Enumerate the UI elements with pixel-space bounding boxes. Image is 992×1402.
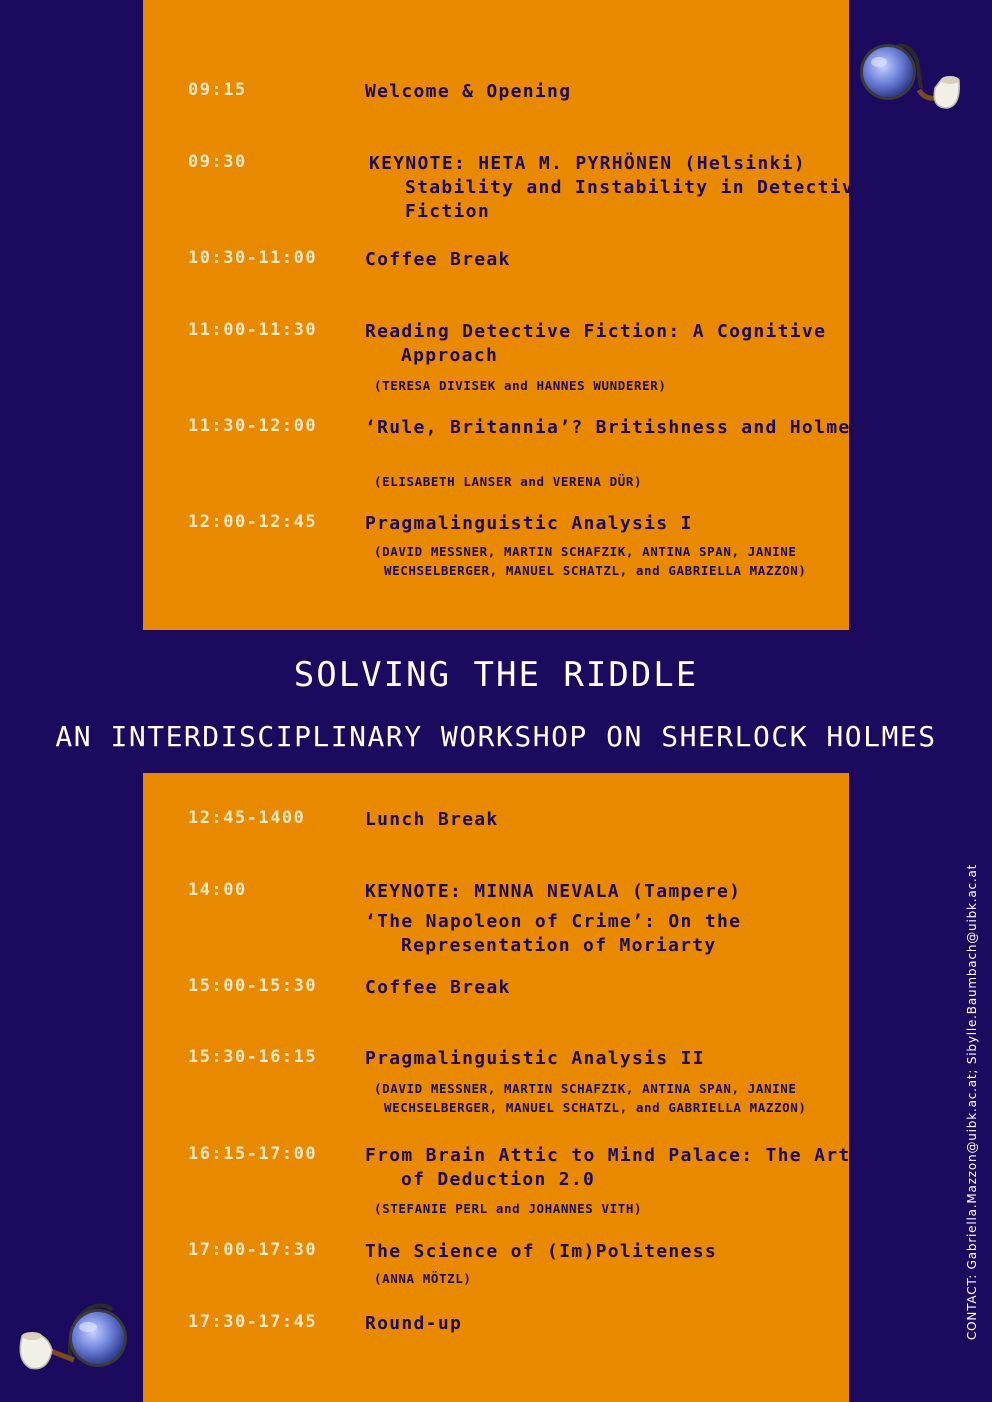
magnifying-glass-icon (855, 38, 967, 112)
schedule-time: 09:15 (188, 80, 247, 100)
schedule-title: Lunch Break (365, 809, 499, 830)
schedule-title: The Science of (Im)Politeness (365, 1241, 717, 1262)
schedule-speakers: (ANNA MÖTZL) (374, 1271, 472, 1286)
schedule-time: 17:30-17:45 (188, 1312, 318, 1332)
schedule-speakers: (ELISABETH LANSER and VERENA DÜR) (374, 474, 643, 489)
page-subtitle: AN INTERDISCIPLINARY WORKSHOP ON SHERLOCK HOLMES (55, 720, 937, 753)
schedule-time: 14:00 (188, 880, 247, 900)
schedule-speakers: (DAVID MESSNER, MARTIN SCHAFZIK, ANTINA SPAN, JANINE WECHSELBERGER, MANUEL SCHATZL, and GABRIELLA MAZZON) (374, 544, 807, 578)
schedule-title: Welcome & Opening (365, 81, 572, 102)
schedule-time: 12:00-12:45 (188, 512, 318, 532)
pipe-icon (20, 1332, 74, 1369)
schedule-title: Reading Detective Fiction: A Cognitive Approach (365, 321, 827, 366)
morning-schedule-panel (143, 0, 867, 630)
schedule-title: Round-up (365, 1313, 463, 1334)
schedule-time: 16:15-17:00 (188, 1144, 318, 1164)
page-title: SOLVING THE RIDDLE (293, 655, 699, 695)
schedule-title: ‘Rule, Britannia’? Britishness and Holmes (365, 417, 863, 438)
schedule-time: 10:30-11:00 (188, 248, 318, 268)
magnifying-glass-icon (8, 1300, 132, 1378)
schedule-speakers: (TERESA DIVISEK and HANNES WUNDERER) (374, 378, 667, 393)
schedule-time: 15:00-15:30 (188, 976, 318, 996)
schedule-title: From Brain Attic to Mind Palace: The Art of Deduction 2.0 (365, 1145, 851, 1190)
schedule-title: KEYNOTE: HETA M. PYRHÖNEN (Helsinki) Stability and Instability in Detective Fiction (369, 153, 867, 222)
schedule-time: 11:00-11:30 (188, 320, 318, 340)
schedule-time: 12:45-1400 (188, 808, 306, 828)
schedule-speakers: (STEFANIE PERL and JOHANNES VITH) (374, 1201, 643, 1216)
schedule-time: 15:30-16:15 (188, 1047, 318, 1067)
schedule-title: Pragmalinguistic Analysis II (365, 1048, 705, 1069)
afternoon-schedule-panel (143, 773, 849, 1402)
schedule-time: 09:30 (188, 152, 247, 172)
schedule-title: Coffee Break (365, 977, 511, 998)
schedule-title: Coffee Break (365, 249, 511, 270)
schedule-title: Pragmalinguistic Analysis I (365, 513, 693, 534)
schedule-time: 11:30-12:00 (188, 416, 318, 436)
schedule-extra (365, 910, 835, 958)
contact-info: CONTACT: Gabriella.Mazzon@uibk.ac.at; Sibylle.Baumbach@uibk.ac.at (965, 863, 979, 1340)
schedule-title: KEYNOTE: MINNA NEVALA (Tampere) (365, 881, 742, 902)
schedule-speakers: (DAVID MESSNER, MARTIN SCHAFZIK, ANTINA SPAN, JANINE WECHSELBERGER, MANUEL SCHATZL, and GABRIELLA MAZZON) (374, 1081, 807, 1115)
schedule-subtitle: ‘The Napoleon of Crime’: On the Representation of Moriarty (365, 911, 742, 956)
pipe-icon (919, 76, 959, 108)
schedule-time: 17:00-17:30 (188, 1240, 318, 1260)
